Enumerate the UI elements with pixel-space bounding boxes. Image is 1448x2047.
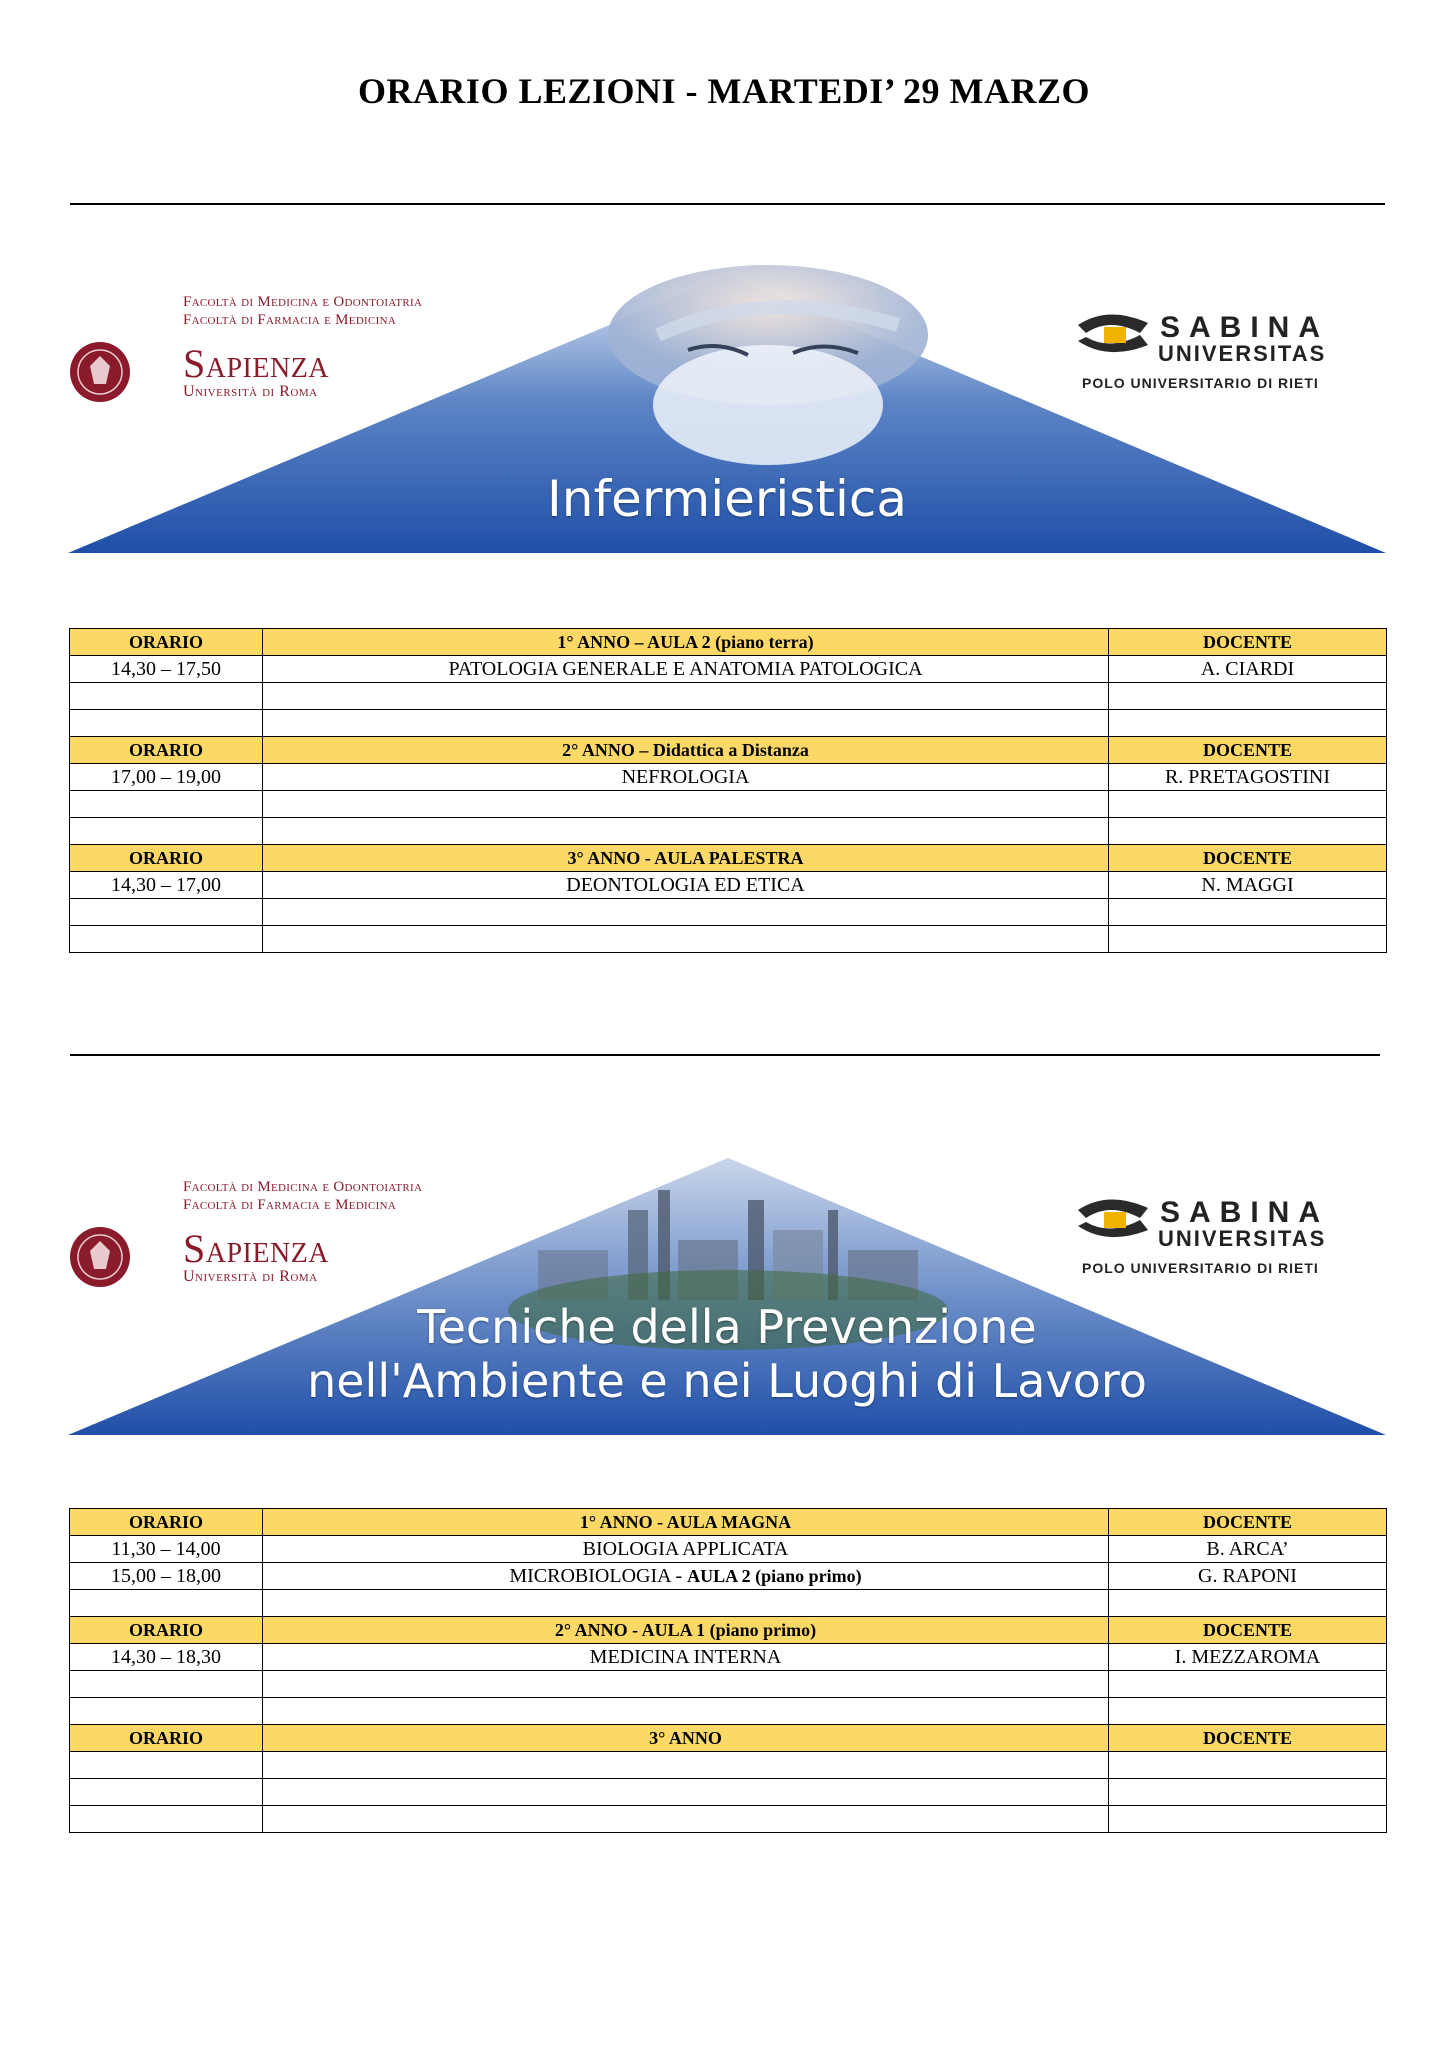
- table-header-row: [70, 629, 1387, 656]
- cell-subject: [263, 1644, 1109, 1671]
- faculty-line-1: Facoltà di Medicina e Odontoiatria: [183, 294, 423, 310]
- page-title: ORARIO LEZIONI - MARTEDI’ 29 MARZO: [357, 71, 1091, 111]
- cell-teacher: B. ARCA’: [1109, 1536, 1387, 1563]
- cell-time: 17,00 – 19,00: [70, 764, 263, 791]
- cell-subject: [263, 1806, 1109, 1833]
- sapienza-wordmark: Sapienza: [183, 341, 330, 386]
- cell-teacher: R. PRETAGOSTINI: [1109, 764, 1387, 791]
- cell-time: [70, 791, 263, 818]
- header-teacher: DOCENTE: [1109, 1617, 1387, 1644]
- cell-time: [70, 1590, 263, 1617]
- sabina-universitas: UNIVERSITAS: [1158, 341, 1327, 366]
- cell-teacher: [1109, 1752, 1387, 1779]
- cell-teacher: [1109, 1806, 1387, 1833]
- sapienza-subtitle: Università di Roma: [183, 1268, 318, 1285]
- sabina-polo: POLO UNIVERSITARIO DI RIETI: [1082, 1260, 1319, 1276]
- subject-text: BIOLOGIA APPLICATA: [582, 1538, 789, 1560]
- header-teacher: DOCENTE: [1109, 1725, 1387, 1752]
- cell-subject: [263, 656, 1109, 683]
- cell-time: 14,30 – 18,30: [70, 1644, 263, 1671]
- subject-text: MICROBIOLOGIA -: [509, 1565, 688, 1587]
- table-row: [70, 1644, 1387, 1671]
- cell-teacher: [1109, 683, 1387, 710]
- cell-teacher: [1109, 1671, 1387, 1698]
- header-year: 2° ANNO – Didattica a Distanza: [263, 737, 1109, 764]
- subject-text: NEFROLOGIA: [621, 766, 750, 788]
- faculty-line-2: Facoltà di Farmacia e Medicina: [183, 312, 397, 328]
- cell-subject: [263, 1536, 1109, 1563]
- table-row: [70, 1563, 1387, 1590]
- cell-time: 14,30 – 17,50: [70, 656, 263, 683]
- cell-time: [70, 1779, 263, 1806]
- cell-time: [70, 1806, 263, 1833]
- table-row: [70, 1536, 1387, 1563]
- cell-teacher: G. RAPONI: [1109, 1563, 1387, 1590]
- subject-room: AULA 2 (piano primo): [687, 1566, 862, 1586]
- course-banner-tecniche-prevenzione: [68, 1150, 1386, 1440]
- cell-subject: [263, 1671, 1109, 1698]
- cell-subject: [263, 818, 1109, 845]
- cell-subject: [263, 710, 1109, 737]
- cell-subject: [263, 1752, 1109, 1779]
- table-row: [70, 656, 1387, 683]
- course-title-line-1: Tecniche della Prevenzione: [417, 1300, 1037, 1354]
- header-year: 1° ANNO – AULA 2 (piano terra): [263, 629, 1109, 656]
- separator-line: [70, 203, 1385, 205]
- table-header-row: [70, 1617, 1387, 1644]
- header-teacher: DOCENTE: [1109, 737, 1387, 764]
- cell-time: [70, 926, 263, 953]
- sabina-book-icon: [1068, 1190, 1158, 1254]
- faculty-line-2: Facoltà di Farmacia e Medicina: [183, 1197, 397, 1213]
- cell-time: [70, 818, 263, 845]
- sabina-universitas: UNIVERSITAS: [1158, 1226, 1327, 1251]
- sabina-polo: POLO UNIVERSITARIO DI RIETI: [1082, 375, 1319, 391]
- cell-subject: [263, 764, 1109, 791]
- cell-subject: [263, 1590, 1109, 1617]
- subject-text: DEONTOLOGIA ED ETICA: [566, 874, 805, 896]
- cell-subject: [263, 791, 1109, 818]
- sabina-name: SABINA: [1160, 1196, 1330, 1229]
- cell-teacher: A. CIARDI: [1109, 656, 1387, 683]
- cell-teacher: [1109, 791, 1387, 818]
- cell-subject: [263, 683, 1109, 710]
- table-row: [70, 1590, 1387, 1617]
- header-year: 3° ANNO: [263, 1725, 1109, 1752]
- header-time: ORARIO: [70, 1617, 263, 1644]
- cell-teacher: I. MEZZAROMA: [1109, 1644, 1387, 1671]
- table-row: [70, 764, 1387, 791]
- sapienza-subtitle: Università di Roma: [183, 383, 318, 400]
- header-teacher: DOCENTE: [1109, 1509, 1387, 1536]
- cell-teacher: [1109, 899, 1387, 926]
- table-row: [70, 818, 1387, 845]
- cell-teacher: [1109, 1779, 1387, 1806]
- cell-time: [70, 1698, 263, 1725]
- table-row: [70, 1671, 1387, 1698]
- header-time: ORARIO: [70, 1725, 263, 1752]
- sabina-universitas-logo: [1068, 305, 1368, 395]
- table-header-row: [70, 737, 1387, 764]
- header-time: ORARIO: [70, 845, 263, 872]
- header-year: 1° ANNO - AULA MAGNA: [263, 1509, 1109, 1536]
- cell-time: [70, 683, 263, 710]
- cell-time: 14,30 – 17,00: [70, 872, 263, 899]
- faculty-line-1: Facoltà di Medicina e Odontoiatria: [183, 1179, 423, 1195]
- table-header-row: [70, 845, 1387, 872]
- cell-time: [70, 899, 263, 926]
- cell-time: [70, 1752, 263, 1779]
- table-row: [70, 926, 1387, 953]
- table-row: [70, 1752, 1387, 1779]
- separator-line: [70, 1054, 1380, 1056]
- cell-teacher: N. MAGGI: [1109, 872, 1387, 899]
- header-year: 3° ANNO - AULA PALESTRA: [263, 845, 1109, 872]
- cell-time: 11,30 – 14,00: [70, 1536, 263, 1563]
- table-row: [70, 1779, 1387, 1806]
- table-row: [70, 791, 1387, 818]
- header-time: ORARIO: [70, 1509, 263, 1536]
- cell-subject: [263, 1698, 1109, 1725]
- schedule-table-infermieristica: [69, 628, 1387, 953]
- cell-subject: [263, 899, 1109, 926]
- cell-subject: [263, 1779, 1109, 1806]
- cell-teacher: [1109, 1590, 1387, 1617]
- schedule-table-tecniche-prevenzione: [69, 1508, 1387, 1833]
- sabina-universitas-logo: [1068, 1190, 1368, 1280]
- header-time: ORARIO: [70, 629, 263, 656]
- cell-teacher: [1109, 710, 1387, 737]
- header-teacher: DOCENTE: [1109, 845, 1387, 872]
- cell-teacher: [1109, 818, 1387, 845]
- sabina-name: SABINA: [1160, 311, 1330, 344]
- course-title: Infermieristica: [547, 470, 907, 528]
- sapienza-seal-icon: [68, 340, 132, 404]
- cell-teacher: [1109, 1698, 1387, 1725]
- cell-teacher: [1109, 926, 1387, 953]
- sapienza-wordmark: Sapienza: [183, 1226, 330, 1271]
- cell-time: 15,00 – 18,00: [70, 1563, 263, 1590]
- table-header-row: [70, 1725, 1387, 1752]
- cell-time: [70, 1671, 263, 1698]
- table-row: [70, 683, 1387, 710]
- table-row: [70, 1806, 1387, 1833]
- cell-time: [70, 710, 263, 737]
- header-time: ORARIO: [70, 737, 263, 764]
- table-row: [70, 1698, 1387, 1725]
- sapienza-seal-icon: [68, 1225, 132, 1289]
- cell-subject: [263, 872, 1109, 899]
- table-row: [70, 710, 1387, 737]
- header-teacher: DOCENTE: [1109, 629, 1387, 656]
- course-title-line-2: nell'Ambiente e nei Luoghi di Lavoro: [307, 1354, 1147, 1408]
- subject-text: MEDICINA INTERNA: [589, 1646, 782, 1668]
- cell-subject: [263, 1563, 1109, 1590]
- course-banner-infermieristica: [68, 265, 1386, 555]
- cell-subject: [263, 926, 1109, 953]
- table-header-row: [70, 1509, 1387, 1536]
- sabina-book-icon: [1068, 305, 1158, 369]
- subject-text: PATOLOGIA GENERALE E ANATOMIA PATOLOGICA: [448, 658, 923, 680]
- header-year: 2° ANNO - AULA 1 (piano primo): [263, 1617, 1109, 1644]
- table-row: [70, 872, 1387, 899]
- table-row: [70, 899, 1387, 926]
